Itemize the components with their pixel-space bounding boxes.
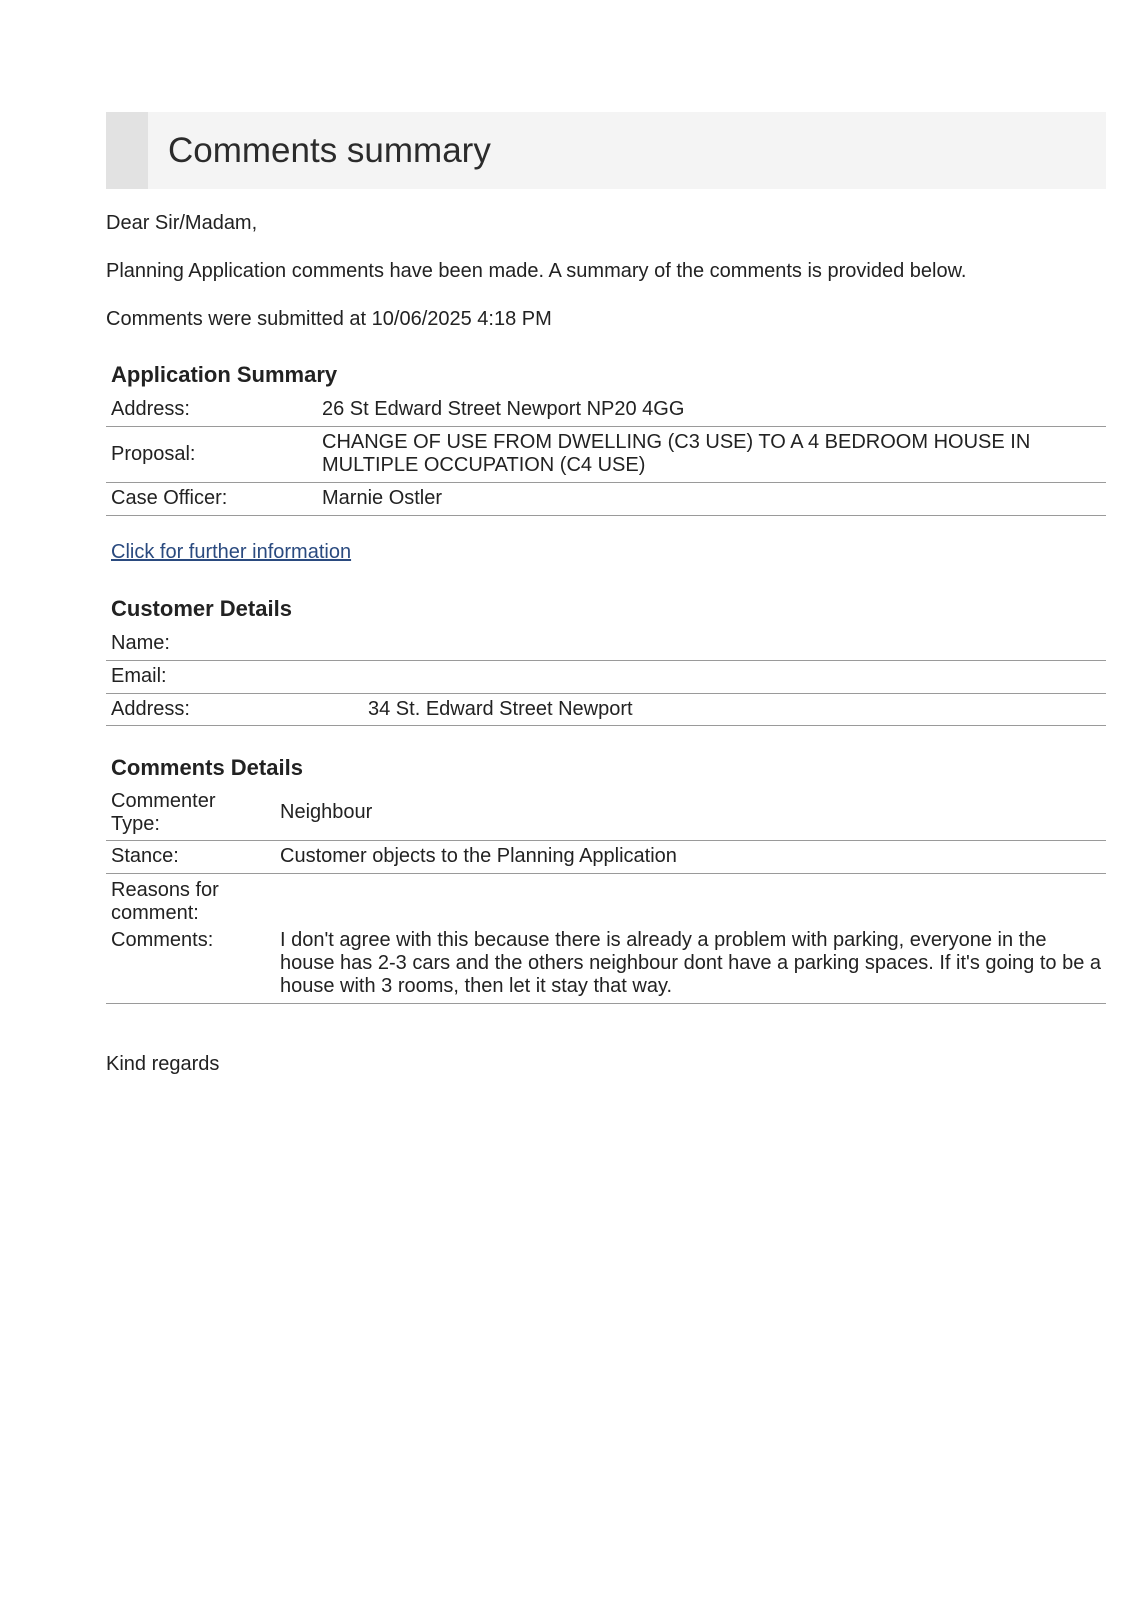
row-label: Name: bbox=[106, 627, 363, 660]
page-title: Comments summary bbox=[168, 130, 491, 170]
table-row bbox=[106, 393, 1106, 426]
row-label: Comments: bbox=[106, 927, 275, 1003]
table-row bbox=[106, 840, 1106, 873]
application-summary-table bbox=[106, 393, 1106, 516]
row-label: Reasons for comment: bbox=[111, 879, 219, 925]
row-value bbox=[363, 627, 1106, 660]
row-label: Commenter Type: bbox=[106, 786, 275, 840]
row-value: 34 St. Edward Street Newport bbox=[363, 693, 1106, 725]
row-value: Marnie Ostler bbox=[317, 482, 1106, 515]
row-value bbox=[275, 873, 1106, 927]
title-bar bbox=[106, 112, 1106, 189]
further-information-link[interactable]: Click for further information bbox=[111, 541, 352, 563]
table-row bbox=[106, 482, 1106, 515]
greeting: Dear Sir/Madam, bbox=[106, 212, 258, 234]
row-value: Neighbour bbox=[275, 786, 1106, 840]
title-accent-bar bbox=[106, 112, 148, 189]
row-value bbox=[363, 660, 1106, 693]
comments-details-table bbox=[106, 786, 1106, 1004]
table-row bbox=[106, 660, 1106, 693]
table-row bbox=[106, 786, 1106, 840]
table-row bbox=[106, 873, 1106, 927]
row-value: CHANGE OF USE FROM DWELLING (C3 USE) TO A 4 BEDROOM HOUSE IN MULTIPLE OCCUPATION (C4 USE) bbox=[317, 426, 1106, 482]
comments-details-heading: Comments Details bbox=[111, 755, 303, 780]
row-label: Proposal: bbox=[106, 426, 317, 482]
intro-text: Planning Application comments have been made. A summary of the comments is provided below. bbox=[106, 260, 967, 282]
row-label: Case Officer: bbox=[106, 482, 317, 515]
document-page bbox=[106, 112, 1106, 1075]
row-label: Stance: bbox=[106, 840, 275, 873]
row-label: Address: bbox=[106, 393, 317, 426]
closing-text: Kind regards bbox=[106, 1053, 220, 1075]
customer-details-heading: Customer Details bbox=[111, 596, 292, 621]
table-row bbox=[106, 927, 1106, 1003]
row-label: Address: bbox=[106, 693, 363, 725]
row-value: I don't agree with this because there is already a problem with parking, everyone in the house has 2-3 cars and the others neighbour dont have a parking spaces. If it's going to be a house with 3 rooms, then let it stay that way. bbox=[275, 927, 1106, 1003]
row-label: Email: bbox=[106, 660, 363, 693]
application-summary-heading: Application Summary bbox=[111, 362, 338, 387]
row-value: 26 St Edward Street Newport NP20 4GG bbox=[317, 393, 1106, 426]
table-row bbox=[106, 426, 1106, 482]
submitted-text: Comments were submitted at 10/06/2025 4:18 PM bbox=[106, 308, 552, 330]
table-row bbox=[106, 693, 1106, 725]
table-row bbox=[106, 627, 1106, 660]
customer-details-table bbox=[106, 627, 1106, 726]
row-value: Customer objects to the Planning Application bbox=[275, 840, 1106, 873]
